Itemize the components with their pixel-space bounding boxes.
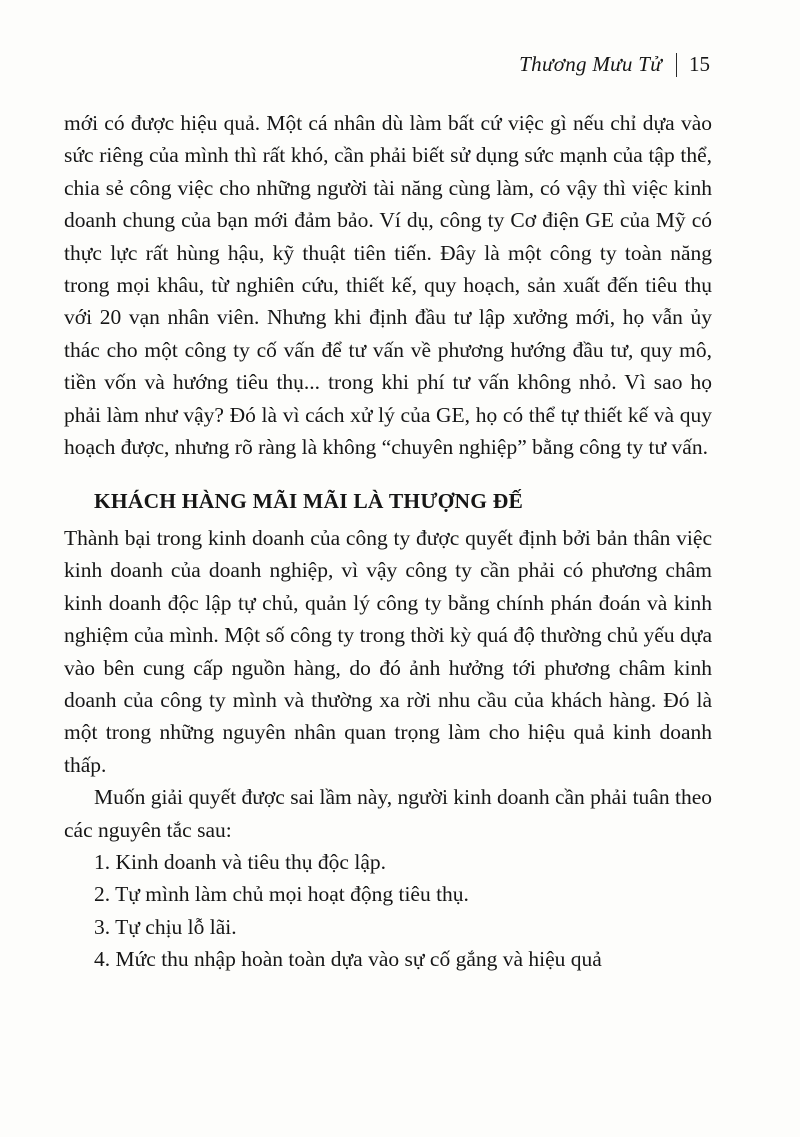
paragraph: mới có được hiệu quả. Một cá nhân dù làm bất cứ việc gì nếu chỉ dựa vào sức riêng của mình thì rất khó, cần phải biết sử dụng sức mạnh của tập thể, chia sẻ công việc cho những người tài năng cùng làm, có vậy thì việc kinh doanh chung của bạn mới đảm bảo. Ví dụ, công ty Cơ điện GE của Mỹ có thực lực rất hùng hậu, kỹ thuật tiên tiến. Đây là một công ty toàn năng trong mọi khâu, từ nghiên cứu, thiết kế, quy hoạch, sản xuất đến tiêu thụ với 20 vạn nhân viên. Nhưng khi định đầu tư lập xưởng mới, họ vẫn ủy thác cho một công ty cố vấn để tư vấn về phương hướng đầu tư, quy mô, tiền vốn và hướng tiêu thụ... trong khi phí tư vấn không nhỏ. Vì sao họ phải làm như vậy? Đó là vì cách xử lý của GE, họ có thể tự thiết kế và quy hoạch được, nhưng rõ ràng là không “chuyên nghiệp” bằng công ty tư vấn. bbox=[64, 111, 712, 460]
paragraph: Thành bại trong kinh doanh của công ty được quyết định bởi bản thân việc kinh doanh của doanh nghiệp, vì vậy công ty cần phải có phương châm kinh doanh độc lập tự chủ, quản lý công ty bằng chính phán đoán và kinh nghiệm của mình. Một số công ty trong thời kỳ quá độ thường chủ yếu dựa vào bên cung cấp nguồn hàng, do đó ảnh hưởng tới phương châm kinh doanh của công ty mình và thường xa rời nhu cầu của khách hàng. Đó là một trong những nguyên nhân quan trọng làm cho hiệu quả kinh doanh thấp. bbox=[64, 525, 712, 777]
list-item: 2. Tự mình làm chủ mọi hoạt động tiêu thụ. bbox=[94, 882, 469, 907]
body-text bbox=[64, 107, 712, 976]
list-item: 1. Kinh doanh và tiêu thụ độc lập. bbox=[94, 849, 386, 874]
principles-list bbox=[64, 846, 712, 976]
section-heading: KHÁCH HÀNG MÃI MÃI LÀ THƯỢNG ĐẾ bbox=[94, 489, 524, 514]
header-divider bbox=[676, 53, 677, 77]
book-title: Thương Mưu Tử bbox=[519, 52, 662, 76]
list-item: 3. Tự chịu lỗ lãi. bbox=[94, 914, 237, 939]
running-header bbox=[64, 52, 712, 77]
page-number: 15 bbox=[689, 52, 710, 76]
list-item: 4. Mức thu nhập hoàn toàn dựa vào sự cố gắng và hiệu quả bbox=[94, 947, 602, 972]
paragraph: Muốn giải quyết được sai lầm này, người kinh doanh cần phải tuân theo các nguyên tắc sau: bbox=[64, 785, 712, 842]
